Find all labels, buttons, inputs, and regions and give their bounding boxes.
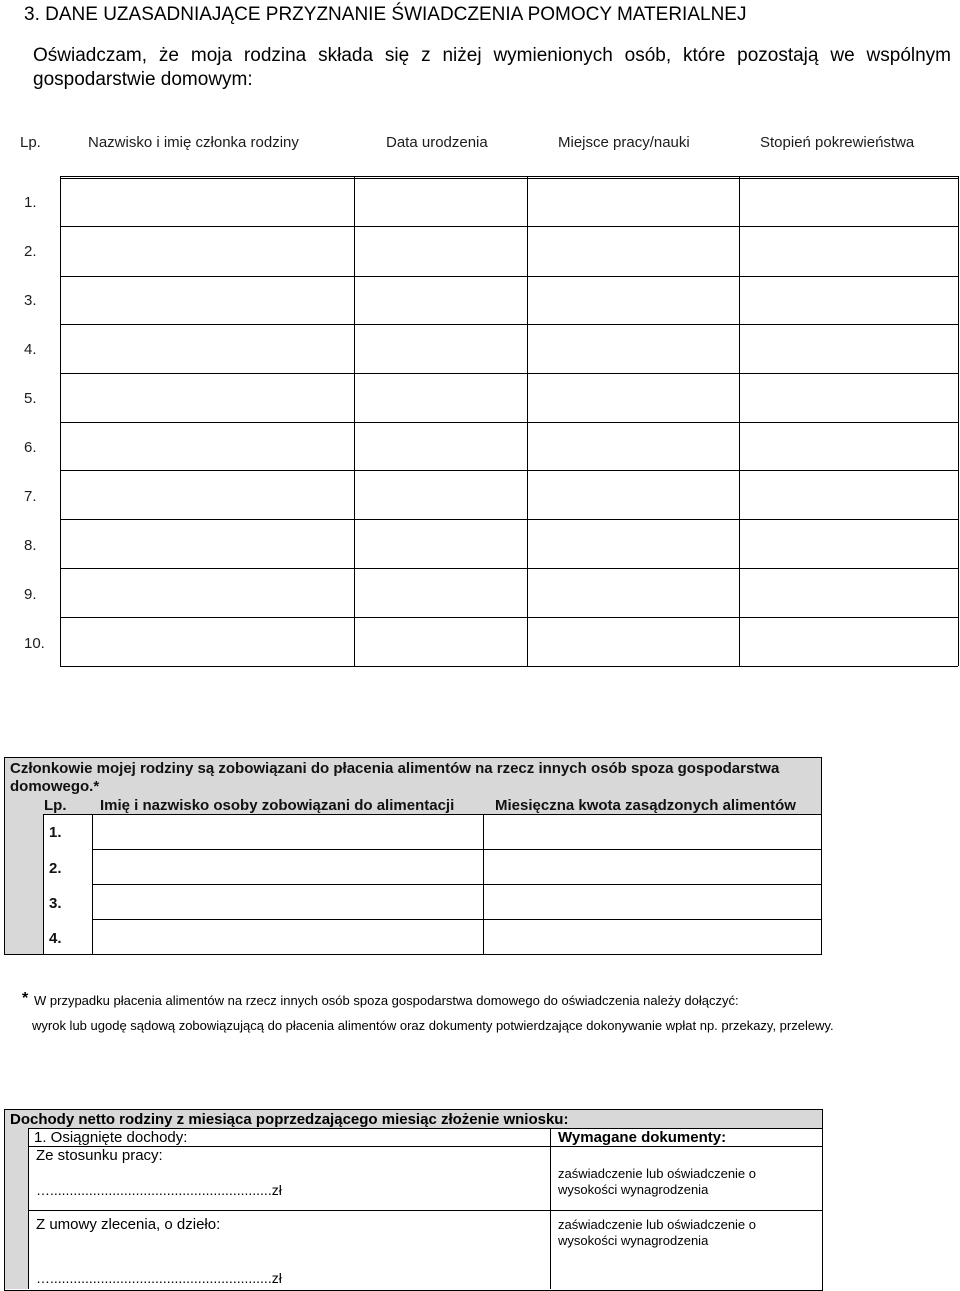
employment-label: Ze stosunku pracy: — [36, 1147, 163, 1164]
employment-amount[interactable]: ….........................................................zł — [36, 1182, 282, 1198]
row-number: 6. — [24, 439, 37, 456]
grid-line — [739, 176, 740, 666]
grid-line — [28, 1128, 29, 1289]
grid-line — [60, 470, 958, 471]
grid-line — [60, 276, 958, 277]
documents-column-header: Wymagane dokumenty: — [558, 1129, 727, 1146]
row-number: 9. — [24, 586, 37, 603]
grid-line — [60, 324, 958, 325]
grid-line — [354, 176, 355, 666]
employment-document: zaświadczenie lub oświadczenie o wysokości wynagrodzenia — [558, 1166, 757, 1197]
alimony-header-name: Imię i nazwisko osoby zobowiązani do alimentacji — [100, 797, 455, 814]
grid-line — [60, 422, 958, 423]
grid-line — [527, 176, 528, 666]
family-cell[interactable] — [528, 179, 738, 226]
income-side-bg — [5, 1128, 28, 1289]
grid-line — [92, 849, 822, 850]
family-cell[interactable] — [355, 179, 526, 226]
alimony-header-lp: Lp. — [44, 797, 67, 814]
row-number: 3. — [49, 895, 62, 912]
alimony-header-amount: Miesięczna kwota zasądzonych alimentów — [495, 797, 796, 814]
row-number: 2. — [24, 243, 37, 260]
row-number: 8. — [24, 537, 37, 554]
header-lp: Lp. — [20, 134, 41, 151]
contract-amount[interactable]: ….........................................................zł — [36, 1270, 282, 1286]
header-birthdate: Data urodzenia — [386, 134, 488, 151]
grid-line — [60, 666, 958, 667]
grid-line — [958, 176, 959, 666]
row-number: 1. — [49, 824, 62, 841]
contract-label: Z umowy zlecenia, o dzieło: — [36, 1216, 221, 1233]
grid-line — [43, 814, 822, 815]
row-number: 5. — [24, 390, 37, 407]
row-number: 1. — [24, 194, 37, 211]
grid-line — [28, 1210, 823, 1211]
row-number: 7. — [24, 488, 37, 505]
row-number: 4. — [49, 930, 62, 947]
header-workplace: Miejsce pracy/nauki — [558, 134, 690, 151]
grid-line — [60, 568, 958, 569]
footnote-line-2: wyrok lub ugodę sądową zobowiązującą do płacenia alimentów oraz dokumenty potwierdzające dokonywanie wpłat np. przekazy, przelewy. — [32, 1018, 834, 1033]
grid-line — [92, 919, 822, 920]
row-number: 2. — [49, 860, 62, 877]
grid-line — [550, 1128, 551, 1289]
grid-line — [60, 519, 958, 520]
footnote-marker: * — [22, 990, 29, 1007]
row-number: 4. — [24, 341, 37, 358]
section-title: 3. DANE UZASADNIAJĄCE PRZYZNANIE ŚWIADCZENIA POMOCY MATERIALNEJ — [24, 4, 747, 25]
grid-line — [43, 814, 44, 955]
grid-line — [60, 176, 61, 666]
grid-line — [60, 617, 958, 618]
grid-line — [60, 373, 958, 374]
income-title: Dochody netto rodziny z miesiąca poprzedzającego miesiąc złożenie wniosku: — [10, 1111, 569, 1128]
grid-line — [92, 884, 822, 885]
grid-line — [60, 176, 958, 177]
alimony-side-bg — [5, 814, 43, 954]
header-name: Nazwisko i imię członka rodziny — [88, 134, 299, 151]
header-relation: Stopień pokrewieństwa — [760, 134, 915, 151]
family-cell[interactable] — [740, 179, 957, 226]
footnote-line-1: W przypadku płacenia alimentów na rzecz innych osób spoza gospodarstwa domowego do oświadczenia należy dołączyć: — [34, 993, 739, 1008]
contract-document: zaświadczenie lub oświadczenie o wysokości wynagrodzenia — [558, 1217, 757, 1248]
grid-line — [60, 226, 958, 227]
intro-text: Oświadczam, że moja rodzina składa się z niżej wymienionych osób, które pozostają we wspólnym gospodarstwie domowym: — [33, 45, 951, 90]
row-number: 10. — [24, 635, 45, 652]
alimony-intro: Członkowie mojej rodziny są zobowiązani do płacenia alimentów na rzecz innych osób spoza gospodarstwa domowego.* — [10, 760, 780, 795]
income-column-header: 1. Osiągnięte dochody: — [34, 1129, 188, 1146]
row-number: 3. — [24, 292, 37, 309]
